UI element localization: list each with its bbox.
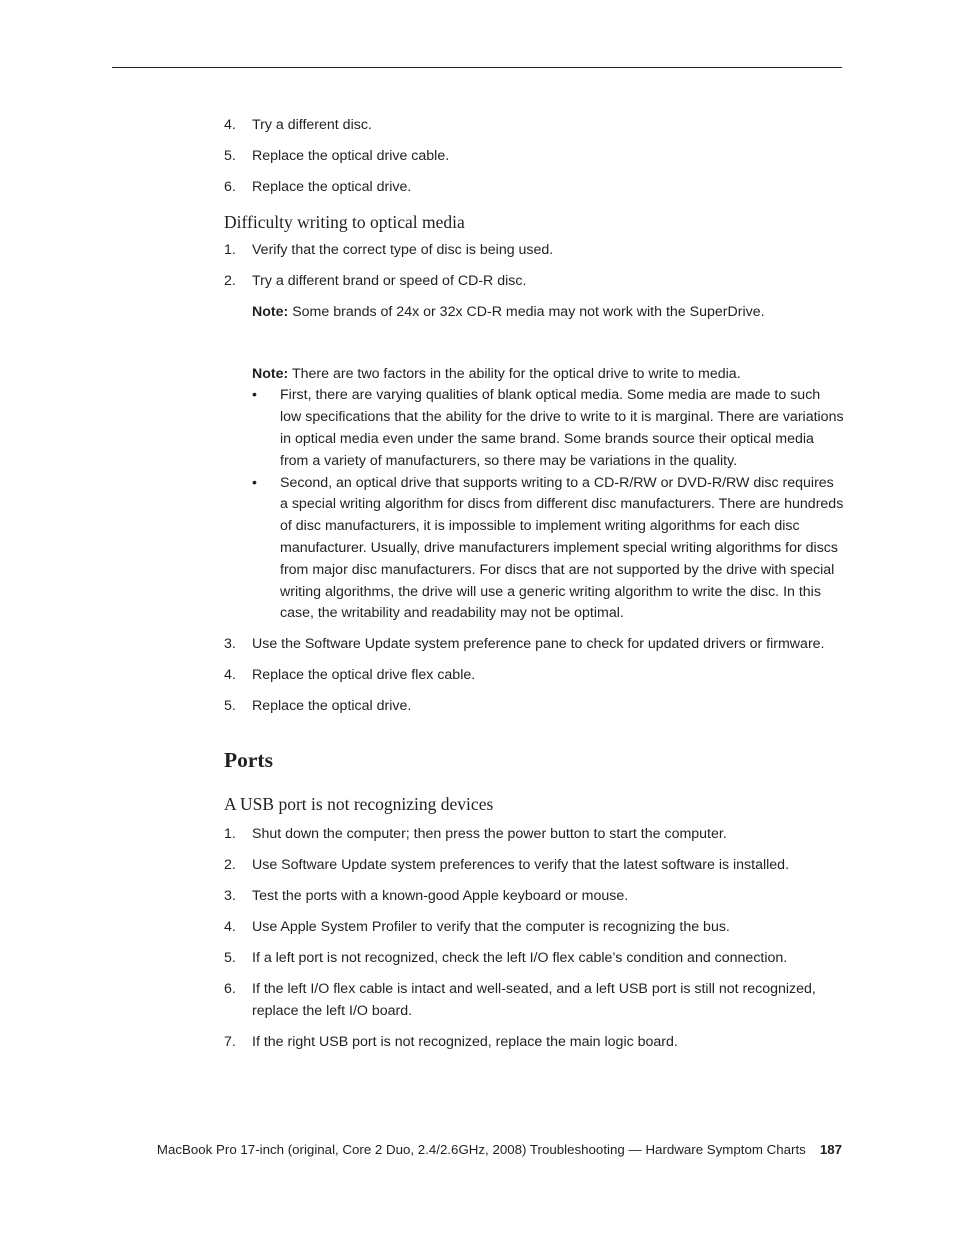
bullet-marker: •: [252, 474, 257, 491]
list-item: [224, 948, 844, 970]
list-item: [224, 665, 844, 687]
list-number: 5.: [224, 147, 236, 164]
section-heading-usb: A USB port is not recognizing devices: [224, 794, 494, 815]
list-item: [224, 824, 844, 846]
note-text: Some brands of 24x or 32x CD-R media may not work with the SuperDrive.: [288, 303, 765, 320]
list-text: If a left port is not recognized, check the left I/O flex cable’s condition and connection.: [252, 949, 788, 966]
list-number: 7.: [224, 1033, 236, 1050]
list-number: 5.: [224, 698, 236, 715]
list-text: Use the Software Update system preference pane to check for updated drivers or firmware.: [252, 636, 825, 653]
list-item: [224, 886, 844, 908]
list-item: [224, 146, 844, 168]
note-label: Note:: [252, 303, 289, 320]
list-text: Test the ports with a known-good Apple keyboard or mouse.: [252, 888, 629, 905]
section-title-ports: Ports: [224, 748, 273, 773]
note-label: Note:: [252, 365, 289, 382]
list-item: [224, 855, 844, 877]
bullet-text: First, there are varying qualities of blank optical media. Some media are made to such low specifications that the ability for the drive to write to it is marginal. There are variations in optical media even under the same brand. Some brands source their optical media from a variety of manufacturers, so there may be variations in the quality.: [280, 387, 844, 469]
list-number: 4.: [224, 667, 236, 684]
list-text: Try a different brand or speed of CD-R disc.: [252, 272, 527, 289]
list-text: Use Apple System Profiler to verify that the computer is recognizing the bus.: [252, 919, 730, 935]
list-number: 6.: [224, 980, 236, 997]
list-item: [224, 240, 844, 262]
header-rule: [112, 67, 842, 68]
bullet-item: [224, 385, 844, 472]
note-two-factors: [224, 364, 844, 386]
list-item: [224, 115, 844, 137]
list-text: Replace the optical drive cable.: [252, 147, 450, 164]
list-number: 1.: [224, 826, 236, 843]
list-text: Verify that the correct type of disc is being used.: [252, 241, 554, 258]
bullet-item: [224, 473, 844, 626]
list-text: If the right USB port is not recognized, replace the main logic board.: [252, 1033, 678, 1050]
list-item: [224, 979, 844, 1023]
list-item: [224, 177, 844, 199]
list-item: [224, 634, 844, 656]
list-text: Replace the optical drive.: [252, 698, 412, 715]
section-heading-writing: Difficulty writing to optical media: [224, 211, 465, 232]
list-number: 4.: [224, 919, 236, 935]
note-cdr-media: [224, 302, 844, 324]
list-item: [224, 696, 844, 718]
list-number: 3.: [224, 888, 236, 905]
page-footer: [157, 1140, 842, 1160]
footer-title: MacBook Pro 17-inch (original, Core 2 Duo, 2.4/2.6GHz, 2008) Troubleshooting — Hardware Symptom Charts: [156, 1142, 806, 1157]
list-item: [224, 1032, 844, 1054]
list-text: Replace the optical drive.: [252, 178, 412, 195]
list-item: [224, 917, 844, 939]
list-number: 1.: [224, 241, 236, 258]
list-number: 3.: [224, 636, 236, 653]
bullet-marker: •: [252, 387, 257, 404]
list-text: If the left I/O flex cable is intact and well-seated, and a left USB port is still not recognized, replace the left I/O board.: [252, 980, 816, 1019]
list-number: 4.: [224, 117, 236, 133]
list-number: 5.: [224, 949, 236, 966]
list-number: 2.: [224, 272, 236, 289]
list-text: Replace the optical drive flex cable.: [252, 667, 476, 684]
list-number: 2.: [224, 857, 236, 874]
bullet-text: Second, an optical drive that supports writing to a CD-R/RW or DVD-R/RW disc requires a special writing algorithm for discs from different disc manufacturers. There are hundreds of disc manufacturers, it is impossible to implement writing algorithms for each disc manufacturer. Usually, drive manufacturers implement special writing algorithms for discs from major disc manufacturers. For discs that are not supported by the drive with special writing algorithms, the drive will use a generic writing algorithm to write the disc. In this case, the writability and readability may not be optimal.: [280, 474, 844, 622]
page-number: 187: [819, 1142, 842, 1157]
list-text: Use Software Update system preferences to verify that the latest software is installed.: [252, 857, 790, 874]
list-text: Try a different disc.: [252, 117, 372, 133]
list-text: Shut down the computer; then press the power button to start the computer.: [252, 826, 727, 843]
list-number: 6.: [224, 178, 236, 195]
list-item: [224, 271, 844, 293]
note-text: There are two factors in the ability for the optical drive to write to media.: [288, 365, 741, 382]
page-content: [224, 115, 844, 1054]
